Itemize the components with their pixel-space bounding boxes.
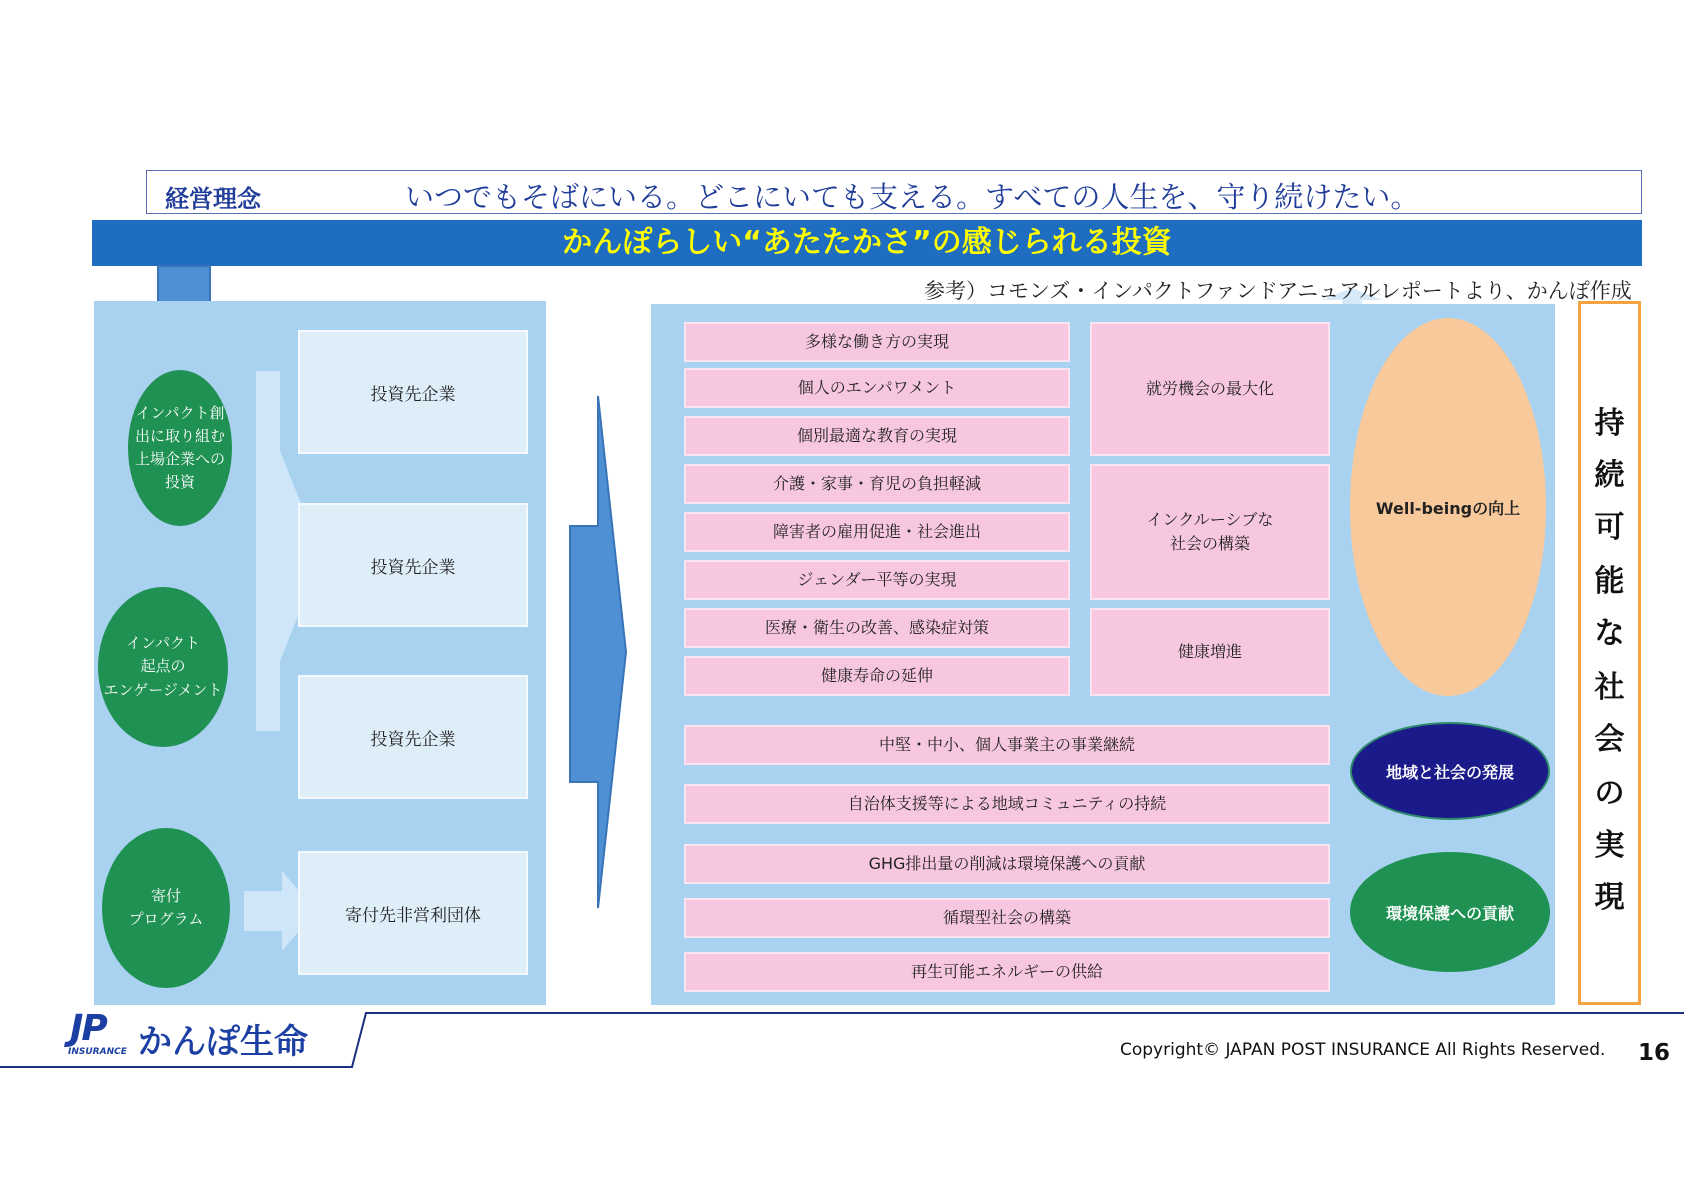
sustainable-society-char: 実 <box>1594 828 1625 863</box>
environment-item: 循環型社会の構築 <box>684 898 1330 938</box>
sustainable-society-char: 可 <box>1594 510 1625 545</box>
environment-outcome-ellipse: 環境保護への貢献 <box>1350 852 1550 972</box>
philosophy-text: いつでもそばにいる。どこにいても支える。すべての人生を、守り続けたい。 <box>405 180 1420 214</box>
impact-item: 障害者の雇用促進・社会進出 <box>684 512 1070 552</box>
investee-company-box: 投資先企業 <box>298 675 528 799</box>
impact-investment-circle: インパクト創 出に取り組む 上場企業への 投資 <box>128 370 232 526</box>
reference-note: 参考）コモンズ・インパクトファンドアニュアルレポートより、かんぽ作成 <box>924 279 1632 303</box>
impact-engagement-circle: インパクト 起点の エンゲージメント <box>98 587 228 747</box>
community-outcome-ellipse: 地域と社会の発展 <box>1350 722 1550 820</box>
wellbeing-outcome-ellipse: Well-beingの向上 <box>1350 318 1546 696</box>
sustainable-society-char: 能 <box>1594 564 1625 599</box>
page-number: 16 <box>1638 1040 1671 1066</box>
community-item: 中堅・中小、個人事業主の事業継続 <box>684 725 1330 765</box>
community-item: 自治体支援等による地域コミュニティの持続 <box>684 784 1330 824</box>
impact-item: 医療・衛生の改善、感染症対策 <box>684 608 1070 648</box>
inclusive-society-group: インクルーシブな 社会の構築 <box>1090 464 1330 600</box>
sustainable-society-char: 持 <box>1594 406 1625 441</box>
main-banner-title: かんぽらしい“あたたかさ”の感じられる投資 <box>92 220 1642 266</box>
investee-company-box: 投資先企業 <box>298 330 528 454</box>
environment-item: GHG排出量の削減は環境保護への貢献 <box>684 844 1330 884</box>
jp-logo-sub: INSURANCE <box>68 1047 127 1057</box>
environment-item: 再生可能エネルギーの供給 <box>684 952 1330 992</box>
impact-item: 介護・家事・育児の負担軽減 <box>684 464 1070 504</box>
nonprofit-box: 寄付先非営利団体 <box>298 851 528 975</box>
health-promotion-group: 健康増進 <box>1090 608 1330 696</box>
jp-logo <box>66 1008 130 1057</box>
impact-item: ジェンダー平等の実現 <box>684 560 1070 600</box>
sustainable-society-char: 社 <box>1594 670 1625 705</box>
jp-logo-mark: JP <box>70 1008 106 1049</box>
sustainable-society-box <box>1578 301 1641 1005</box>
copyright-text: Copyright© JAPAN POST INSURANCE All Rights Reserved. <box>1120 1040 1606 1060</box>
impact-item: 健康寿命の延伸 <box>684 656 1070 696</box>
sustainable-society-char: 会 <box>1594 722 1625 757</box>
sustainable-society-char: 続 <box>1594 458 1625 493</box>
sustainable-society-char: 現 <box>1594 880 1625 915</box>
sustainable-society-char: な <box>1594 616 1625 651</box>
impact-item: 多様な働き方の実現 <box>684 322 1070 362</box>
employment-group: 就労機会の最大化 <box>1090 322 1330 456</box>
impact-item: 個人のエンパワメント <box>684 368 1070 408</box>
sustainable-society-char: の <box>1594 776 1625 811</box>
impact-item: 個別最適な教育の実現 <box>684 416 1070 456</box>
philosophy-label: 経営理念 <box>165 185 261 213</box>
investee-company-box: 投資先企業 <box>298 503 528 627</box>
donation-program-circle: 寄付 プログラム <box>102 828 230 988</box>
company-logo-text: かんぽ生命 <box>138 1022 308 1062</box>
big-right-arrow <box>566 392 628 914</box>
